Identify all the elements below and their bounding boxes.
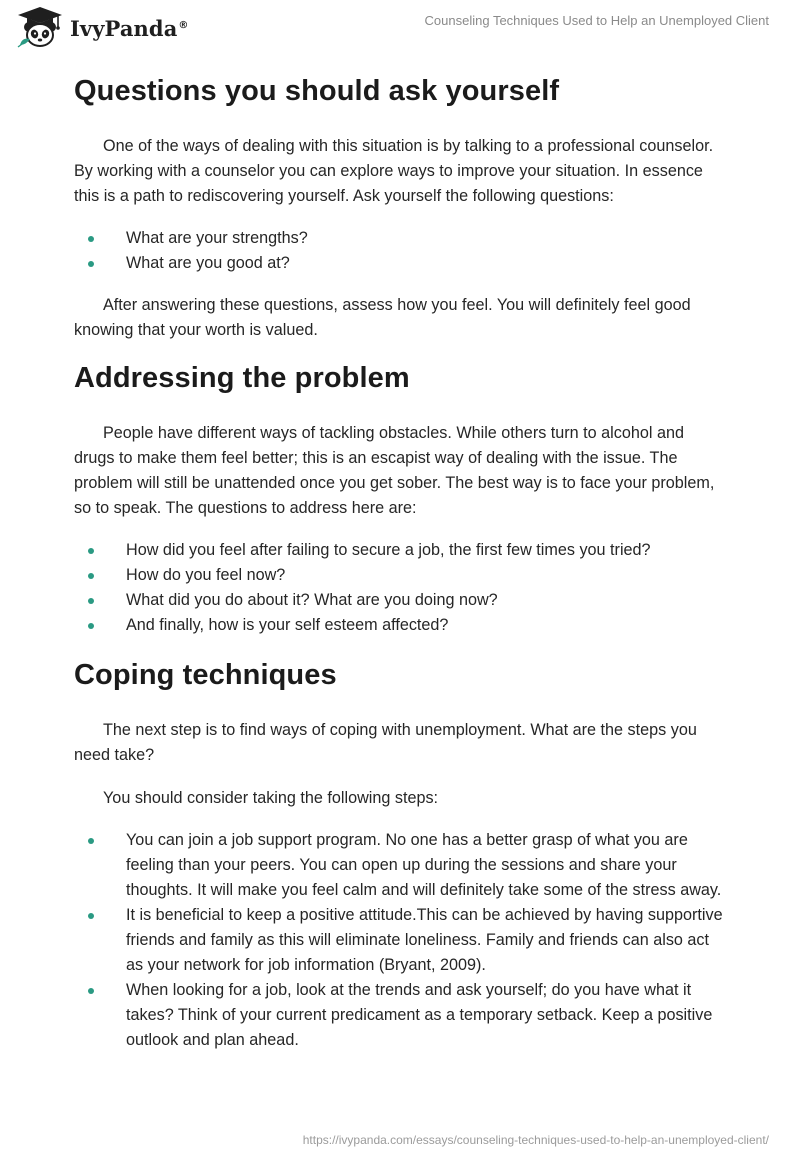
bullet-icon <box>88 623 94 629</box>
question-list <box>74 226 724 276</box>
bullet-icon <box>88 988 94 994</box>
paragraph: After answering these questions, assess how you feel. You will definitely feel good knowing that your worth is valued. <box>74 296 691 339</box>
list-item: What are your strengths? <box>74 226 724 251</box>
brand-name: IvyPanda® <box>70 15 189 41</box>
document-title: Counseling Techniques Used to Help an Unemployed Client <box>424 13 769 28</box>
paragraph: The next step is to find ways of coping with unemployment. What are the steps you need take? <box>74 721 697 764</box>
bullet-icon <box>88 573 94 579</box>
paragraph: People have different ways of tackling obstacles. While others turn to alcohol and drugs to make them feel better; this is an escapist way of dealing with the issue. The problem will still be unattended once you get sober. The best way is to face your problem, so to speak. The questions to address here are: <box>74 424 715 517</box>
panda-graduate-icon <box>14 5 66 49</box>
ivypanda-logo[interactable] <box>14 6 189 48</box>
list-item: What did you do about it? What are you doing now? <box>74 588 724 613</box>
bullet-icon <box>88 261 94 267</box>
list-item: It is beneficial to keep a positive attitude.This can be achieved by having supportive friends and family as this will eliminate loneliness. Family and friends can also act as your network for job information (Bryant, 2009). <box>74 903 724 978</box>
essay-content <box>74 72 724 1053</box>
section-heading-addressing: Addressing the problem <box>74 362 410 394</box>
list-item: And finally, how is your self esteem affected? <box>74 613 724 638</box>
bullet-icon <box>88 548 94 554</box>
bullet-icon <box>88 838 94 844</box>
section-heading-questions: Questions you should ask yourself <box>74 75 560 107</box>
paragraph: You should consider taking the following steps: <box>103 789 439 807</box>
page-header <box>0 0 800 52</box>
paragraph: One of the ways of dealing with this situation is by talking to a professional counselor. By working with a counselor you can explore ways to improve your situation. In essence this is a path to rediscovering yourself. Ask yourself the following questions: <box>74 137 714 205</box>
list-item: How did you feel after failing to secure a job, the first few times you tried? <box>74 538 724 563</box>
section-heading-coping: Coping techniques <box>74 659 337 691</box>
list-item: What are you good at? <box>74 251 724 276</box>
question-list <box>74 538 724 638</box>
bullet-icon <box>88 236 94 242</box>
list-item: When looking for a job, look at the trends and ask yourself; do you have what it takes? Think of your current predicament as a temporary setback. Keep a positive outlook and plan ahead. <box>74 978 724 1053</box>
registered-mark: ® <box>178 19 189 31</box>
list-item: You can join a job support program. No one has a better grasp of what you are feeling than your peers. You can open up during the sessions and share your thoughts. It will make you feel calm and will definitely take some of the stress away. <box>74 828 724 903</box>
list-item: How do you feel now? <box>74 563 724 588</box>
bullet-icon <box>88 598 94 604</box>
source-url-link[interactable]: https://ivypanda.com/essays/counseling-techniques-used-to-help-an-unemployed-client/ <box>302 1133 769 1147</box>
steps-list <box>74 828 724 1053</box>
bullet-icon <box>88 913 94 919</box>
